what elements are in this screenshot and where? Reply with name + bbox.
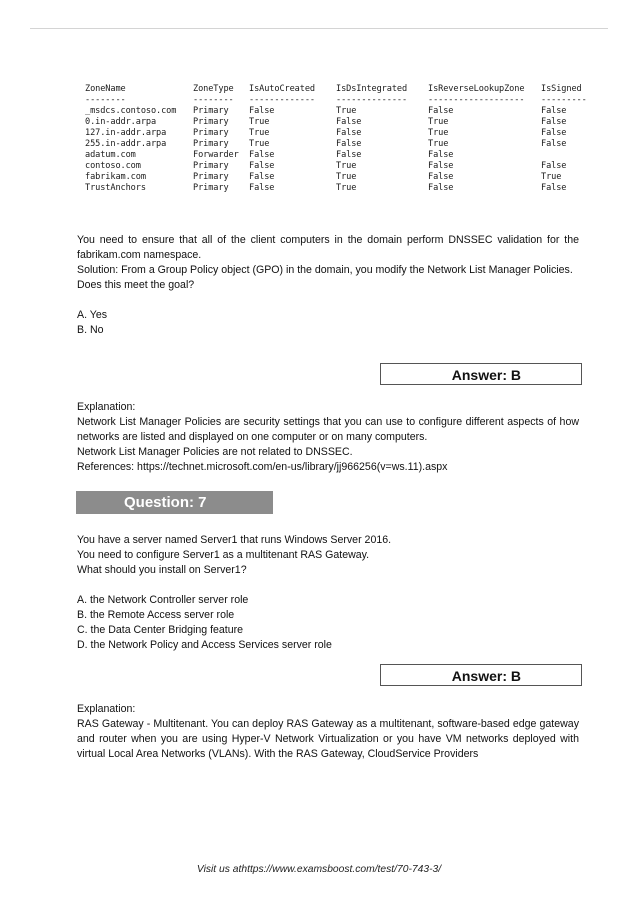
zone-cell: False [428,150,454,160]
zone-cell: IsSigned [541,84,582,94]
q6-solution: Solution: From a Group Policy object (GPO) in the domain, you modify the Network List Manager Policies. [77,264,573,276]
zone-table-row [85,139,601,150]
zone-cell: False [336,150,362,160]
zone-cell: -------- [85,95,126,105]
zone-table [85,84,601,194]
q6-option-b: B. No [77,324,104,336]
zone-cell: False [336,117,362,127]
zone-cell: True [541,172,562,182]
zone-cell: True [336,172,357,182]
question-7-header: Question: 7 [76,491,273,514]
zone-cell: True [336,161,357,171]
zone-cell: Forwarder [193,150,239,160]
q6-explanation [77,400,579,475]
zone-cell: _msdcs.contoso.com [85,106,177,116]
zone-cell: False [336,128,362,138]
zone-table-row [85,161,601,172]
zone-cell: True [249,139,270,149]
q6-references: References: https://technet.microsoft.com/en-us/library/jj966256(v=ws.11).aspx [77,461,448,473]
q7-explanation-text: RAS Gateway - Multitenant. You can deploy RAS Gateway as a multitenant, software-based edge gateway and router when you are using Hyper-V Network Virtualization or you have VM networks deployed with virtual Local Area Networks (VLANs). With the RAS Gateway, CloudService Providers [77,718,579,760]
zone-cell: --------- [541,95,587,105]
zone-cell: False [428,183,454,193]
zone-table-header [85,84,601,95]
zone-cell: False [541,117,567,127]
zone-cell: False [541,161,567,171]
zone-cell: ZoneName [85,84,126,94]
zone-cell: False [541,139,567,149]
zone-table-row [85,183,601,194]
zone-cell: False [541,128,567,138]
zone-table-row [85,150,601,161]
zone-cell: True [428,139,449,149]
zone-cell: False [428,106,454,116]
zone-table-row [85,128,601,139]
q7-option-d: D. the Network Policy and Access Services server role [77,639,332,651]
zone-cell: True [249,128,270,138]
zone-cell: False [428,172,454,182]
zone-cell: True [249,117,270,127]
q7-requirement: You need to configure Server1 as a multitenant RAS Gateway. [77,549,370,561]
zone-cell: True [428,128,449,138]
q7-answer-box: Answer: B [380,664,582,686]
zone-cell: -------------- [336,95,408,105]
q6-statement: You need to ensure that all of the client computers in the domain perform DNSSEC validation for the fabrikam.com namespace. [77,234,579,261]
zone-cell: ZoneType [193,84,234,94]
zone-table-row [85,117,601,128]
q7-statement: You have a server named Server1 that runs Windows Server 2016. [77,534,392,546]
zone-cell: Primary [193,106,229,116]
zone-cell: Primary [193,128,229,138]
q7-explanation [77,702,579,762]
zone-cell [541,150,601,161]
q7-option-a: A. the Network Controller server role [77,594,249,606]
zone-cell: False [249,161,275,171]
zone-cell: 0.in-addr.arpa [85,117,157,127]
q7-option-b: B. the Remote Access server role [77,609,235,621]
zone-cell: False [541,183,567,193]
dns-zone-console-output [85,84,605,208]
q6-answer-box: Answer: B [380,363,582,385]
zone-cell: False [249,106,275,116]
zone-cell: -------- [193,95,234,105]
zone-cell: True [336,183,357,193]
top-rule [30,28,608,29]
zone-table-separator [85,95,601,106]
question-7-body [77,533,579,653]
zone-cell: IsDsIntegrated [336,84,408,94]
zone-cell: IsAutoCreated [249,84,315,94]
q6-option-a: A. Yes [77,309,108,321]
zone-cell: Primary [193,117,229,127]
q7-prompt: What should you install on Server1? [77,564,247,576]
q6-explanation-text: Network List Manager Policies are security settings that you can use to configure different aspects of how networks are listed and displayed on one computer or on many computers. [77,416,579,443]
q6-explanation-note: Network List Manager Policies are not related to DNSSEC. [77,446,353,458]
zone-cell: False [428,161,454,171]
zone-cell: False [541,106,567,116]
q7-explanation-title: Explanation: [77,703,136,715]
zone-cell: True [336,106,357,116]
zone-cell: Primary [193,183,229,193]
zone-cell: Primary [193,139,229,149]
zone-cell: fabrikam.com [85,172,146,182]
zone-cell: True [428,117,449,127]
question-6-body [77,233,579,338]
zone-cell: ------------------- [428,95,525,105]
zone-cell: adatum.com [85,150,136,160]
zone-cell: 127.in-addr.arpa [85,128,167,138]
footer-link-text: Visit us athttps://www.examsboost.com/test/70-743-3/ [196,864,442,875]
q7-option-c: C. the Data Center Bridging feature [77,624,244,636]
zone-table-row [85,106,601,117]
zone-cell: False [249,172,275,182]
zone-cell: Primary [193,161,229,171]
q6-prompt: Does this meet the goal? [77,279,195,291]
zone-cell: 255.in-addr.arpa [85,139,167,149]
zone-cell: False [336,139,362,149]
zone-cell: TrustAnchors [85,183,146,193]
q6-explanation-title: Explanation: [77,401,136,413]
zone-cell: Primary [193,172,229,182]
zone-cell: IsReverseLookupZone [428,84,525,94]
zone-cell: contoso.com [85,161,141,171]
zone-cell: ------------- [249,95,315,105]
zone-cell: False [249,150,275,160]
zone-table-row [85,172,601,183]
zone-cell: False [249,183,275,193]
